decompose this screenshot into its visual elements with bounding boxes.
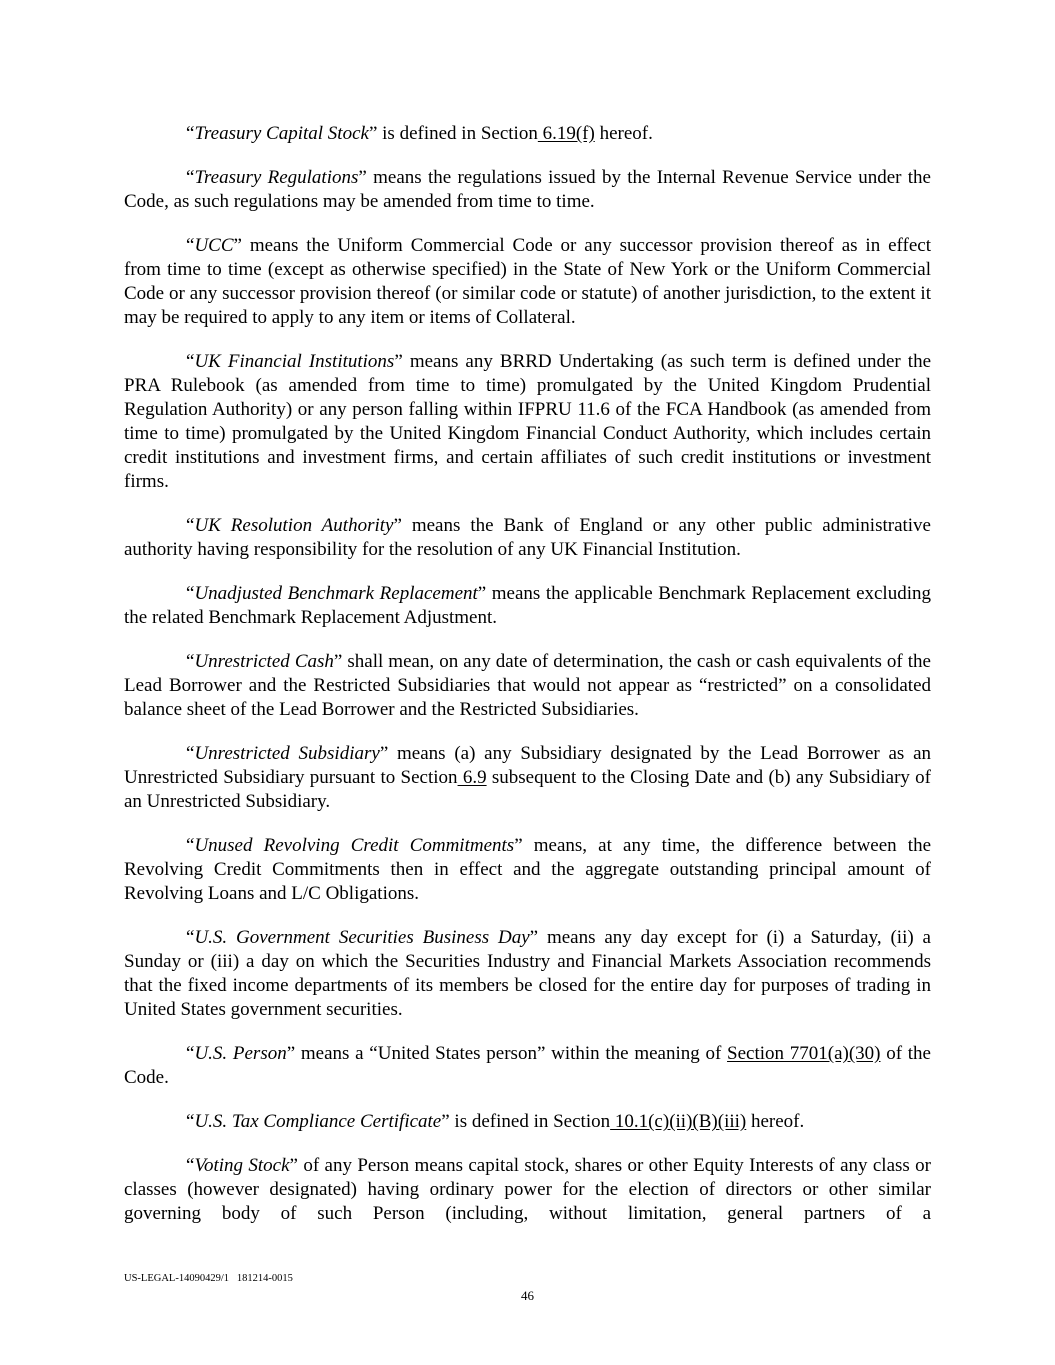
defined-term: Unrestricted Subsidiary (194, 743, 380, 764)
document-body (124, 122, 931, 1246)
defined-term: Treasury Regulations (194, 167, 359, 188)
definition-ucc: “UCC” means the Uniform Commercial Code or any successor provision thereof as in effect from time to time (except as otherwise specified) in the State of New York or the Uniform Commercial Code or any successor provision thereof (or similar code or statute) of another jurisdiction, to the extent it may be required to apply to any item or items of Collateral. (124, 235, 931, 328)
definition-unused-revolving-credit-commitments: “Unused Revolving Credit Commitments” means, at any time, the difference between the Revolving Credit Commitments then in effect and the aggregate outstanding principal amount of Revolving Loans and L/C Obligations. (124, 835, 931, 904)
defined-term: UK Financial Institutions (194, 351, 395, 372)
definition-uk-resolution-authority: “UK Resolution Authority” means the Bank of England or any other public administrative authority having responsibility for the resolution of any UK Financial Institution. (124, 515, 931, 560)
definition-unadjusted-benchmark-replacement: “Unadjusted Benchmark Replacement” means the applicable Benchmark Replacement excluding the related Benchmark Replacement Adjustment. (124, 583, 931, 628)
defined-term: U.S. Person (194, 1043, 287, 1064)
document-id: US-LEGAL-14090429/1 181214-0015 (124, 1273, 293, 1284)
page-number: 46 (521, 1288, 534, 1303)
definition-treasury-capital-stock: “Treasury Capital Stock” is defined in Section 6.19(f) hereof. (186, 123, 653, 144)
defined-term: UCC (194, 235, 234, 256)
defined-term: Unused Revolving Credit Commitments (194, 835, 515, 856)
section-reference: 6.19(f) (537, 123, 595, 144)
definition-treasury-regulations: “Treasury Regulations” means the regulations issued by the Internal Revenue Service under the Code, as such regulations may be amended from time to time. (124, 167, 931, 212)
defined-term: Unrestricted Cash (194, 651, 334, 672)
section-reference: 6.9 (457, 767, 487, 788)
defined-term: U.S. Government Securities Business Day (194, 927, 530, 948)
definition-unrestricted-subsidiary: “Unrestricted Subsidiary” means (a) any Subsidiary designated by the Lead Borrower as an Unrestricted Subsidiary pursuant to Section 6.9 subsequent to the Closing Date and (b) any Subsidiary of an Unrestricted Subsidiary. (124, 743, 932, 812)
defined-term: Treasury Capital Stock (194, 123, 369, 144)
definition-us-person: “U.S. Person” means a “United States person” within the meaning of Section 7701(a)(30) of the Code. (124, 1043, 931, 1088)
definition-uk-financial-institutions: “UK Financial Institutions” means any BRRD Undertaking (as such term is defined under the PRA Rulebook (as amended from time to time) promulgated by the United Kingdom Prudential Regulation Authority) or any person falling within IFPRU 11.6 of the FCA Handbook (as amended from time to time) promulgated by the United Kingdom Financial Conduct Authority, which includes certain credit institutions and investment firms, and certain affiliates of such credit institutions or investment firms. (124, 351, 931, 492)
defined-term: UK Resolution Authority (194, 515, 394, 536)
definition-voting-stock: “Voting Stock” of any Person means capital stock, shares or other Equity Interests of any class or classes (however designated) having ordinary power for the election of directors or other similar governing body of such Person (including, without limitation, general partners of a (124, 1155, 932, 1224)
defined-term: U.S. Tax Compliance Certificate (194, 1111, 442, 1132)
section-reference: 10.1(c)(ii)(B)(iii) (610, 1111, 747, 1132)
defined-term: Unadjusted Benchmark Replacement (194, 583, 478, 604)
defined-term: Voting Stock (194, 1155, 290, 1176)
definition-unrestricted-cash: “Unrestricted Cash” shall mean, on any date of determination, the cash or cash equivalents of the Lead Borrower and the Restricted Subsidiaries that would not appear as “restricted” on a consolidated balance sheet of the Lead Borrower and the Restricted Subsidiaries. (124, 651, 931, 720)
section-reference: Section 7701(a)(30) (727, 1043, 881, 1064)
definition-us-tax-compliance-certificate: “U.S. Tax Compliance Certificate” is defined in Section 10.1(c)(ii)(B)(iii) hereof. (186, 1111, 805, 1132)
definition-us-government-securities-business-day: “U.S. Government Securities Business Day” means any day except for (i) a Saturday, (ii) a Sunday or (iii) a day on which the Securities Industry and Financial Markets Association recommends that the fixed income departments of its members be closed for the entire day for purposes of trading in United States government securities. (124, 927, 931, 1020)
